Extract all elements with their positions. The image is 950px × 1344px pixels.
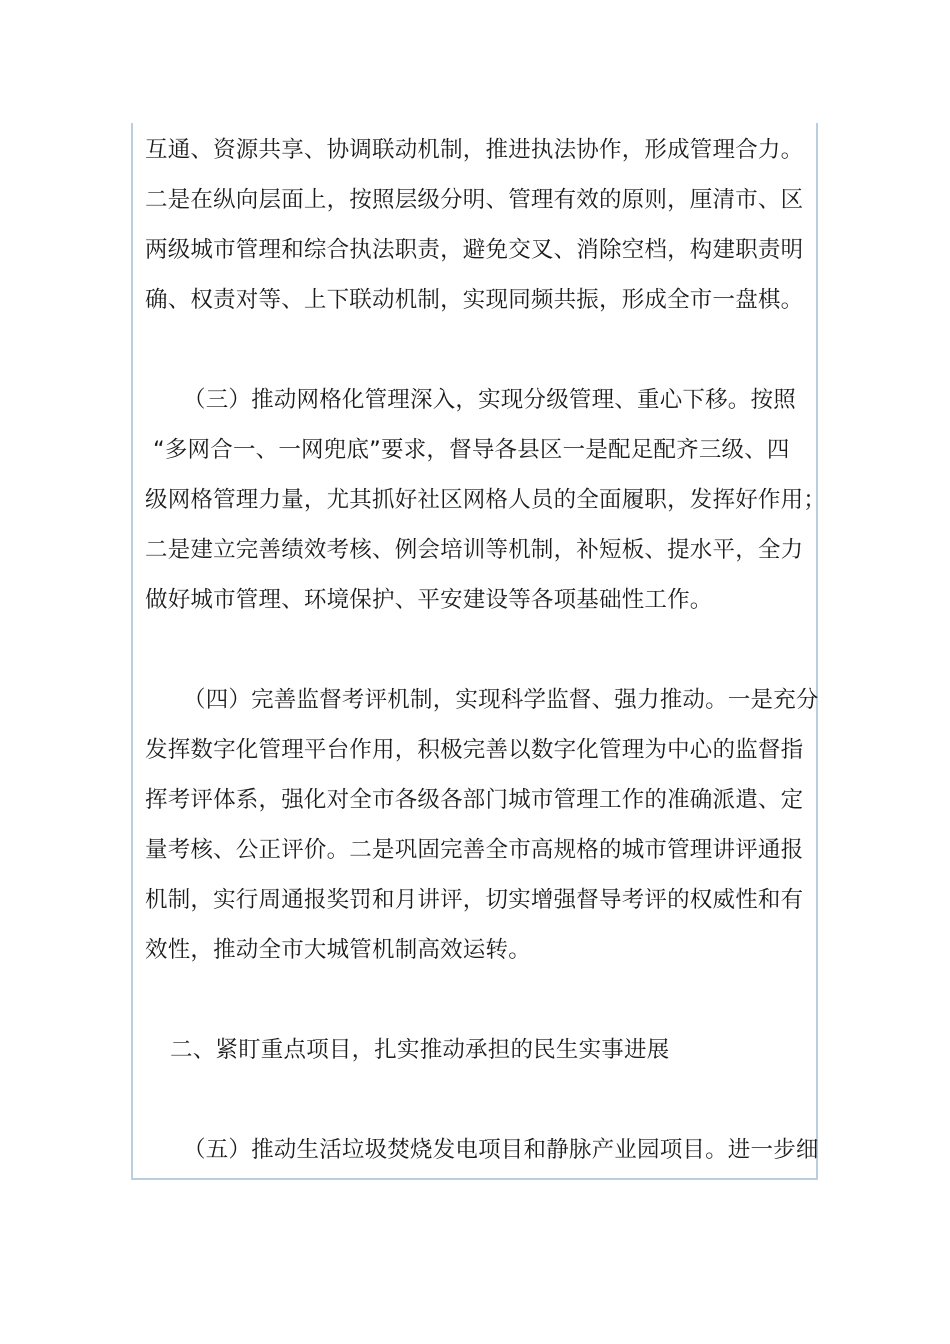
text-line: 机制，实行周通报奖罚和月讲评，切实增强督导考评的权威性和有	[145, 887, 804, 913]
text-line: 二是建立完善绩效考核、例会培训等机制，补短板、提水平，全力	[145, 537, 804, 563]
text-line: 两级城市管理和综合执法职责，避免交叉、消除空档，构建职责明	[145, 237, 804, 263]
page-border	[131, 123, 818, 1180]
paragraph-heading: （五）推动生活垃圾焚烧发电项目和静脉产业园项目。进一步细	[183, 1137, 819, 1163]
text-line: 效性，推动全市大城管机制高效运转。	[145, 937, 531, 963]
text-line: 级网格管理力量，尤其抓好社区网格人员的全面履职，发挥好作用；	[145, 487, 827, 513]
text-line: 二是在纵向层面上，按照层级分明、管理有效的原则，厘清市、区	[145, 187, 804, 213]
text-line: 发挥数字化管理平台作用，积极完善以数字化管理为中心的监督指	[145, 737, 804, 763]
paragraph-heading: （三）推动网格化管理深入，实现分级管理、重心下移。按照	[183, 387, 796, 413]
section-heading: 二、紧盯重点项目，扎实推动承担的民生实事进展	[170, 1037, 670, 1063]
text-line: “多网合一、一网兜底”要求，督导各县区一是配足配齐三级、四	[153, 437, 790, 463]
paragraph-heading: （四）完善监督考评机制，实现科学监督、强力推动。一是充分	[183, 687, 819, 713]
text-line: 互通、资源共享、协调联动机制，推进执法协作，形成管理合力。	[145, 137, 804, 163]
text-line: 量考核、公正评价。二是巩固完善全市高规格的城市管理讲评通报	[145, 837, 804, 863]
text-line: 做好城市管理、环境保护、平安建设等各项基础性工作。	[145, 587, 713, 613]
text-line: 确、权责对等、上下联动机制，实现同频共振，形成全市一盘棋。	[145, 287, 804, 313]
text-line: 挥考评体系，强化对全市各级各部门城市管理工作的准确派遣、定	[145, 787, 804, 813]
